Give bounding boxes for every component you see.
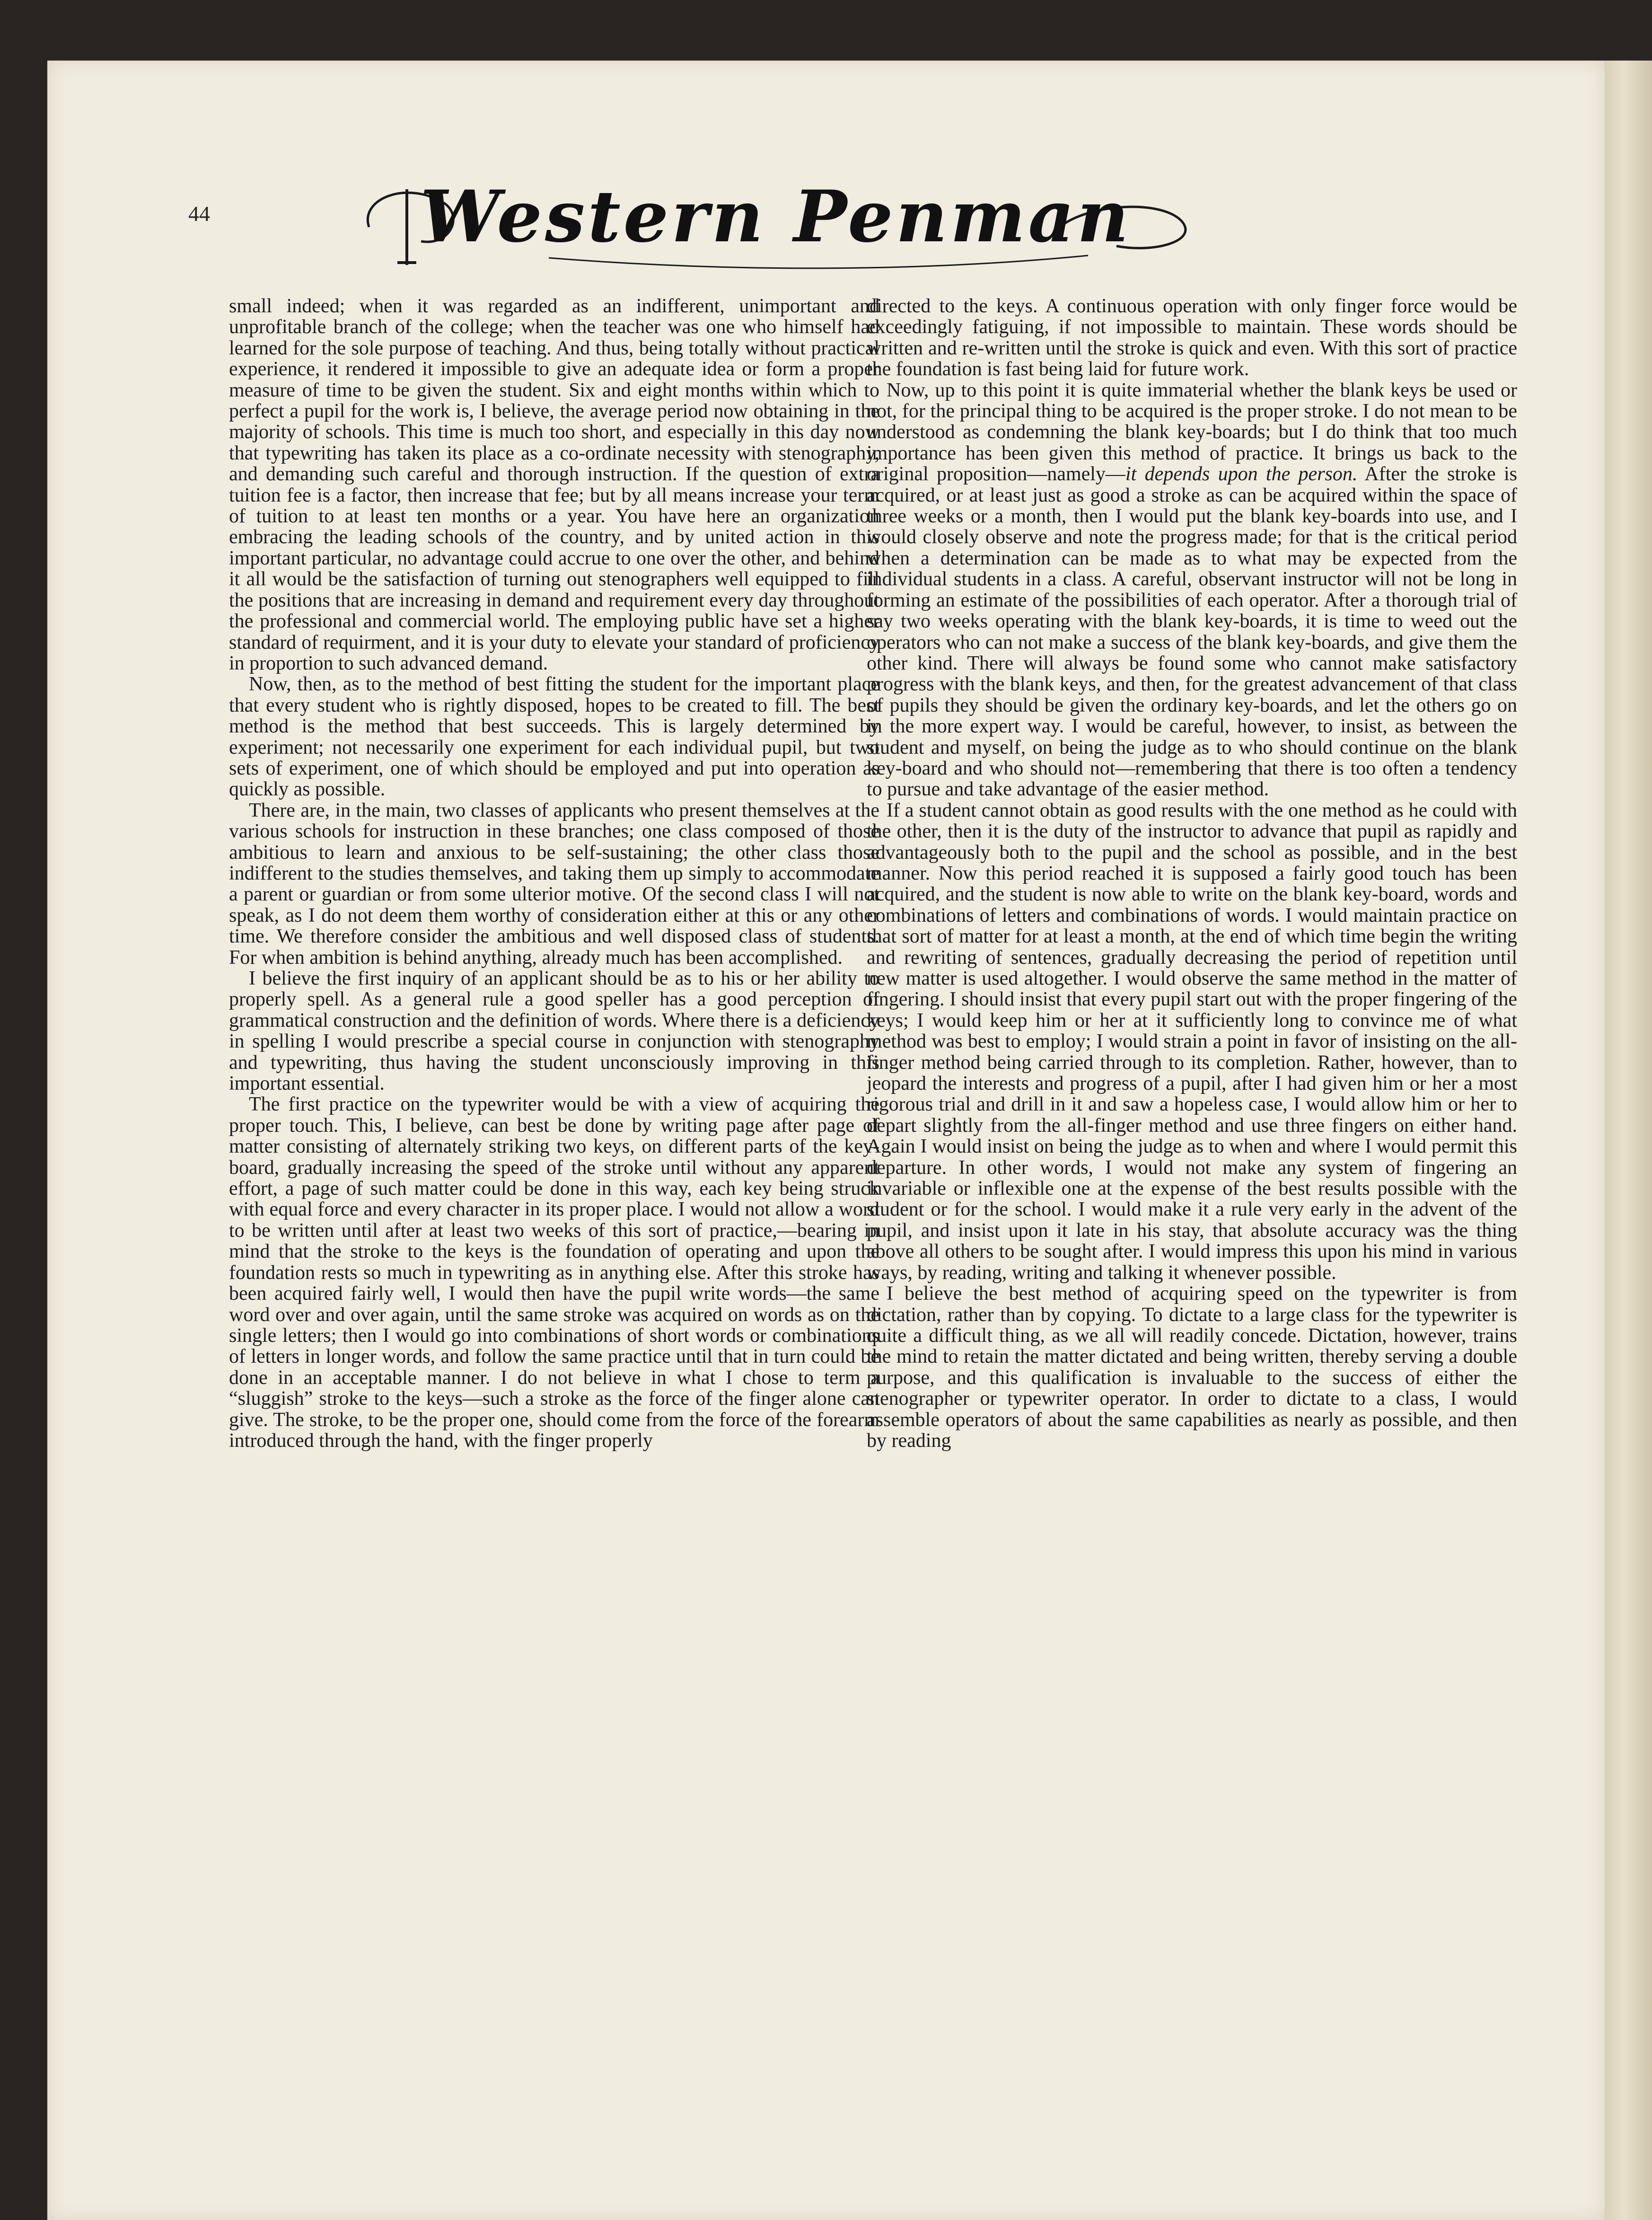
right-paragraph-2-start: Now, up to this point it is quite immaterial whether the blank keys be used or not, for the principal thing to be acquired is the proper stroke. I do not mean to be understood as condemning the blank key-boards; but I do think that too much importance has been given this method of practice. It brings us back to the original proposition—namely— — [867, 379, 1517, 485]
page-number: 44 — [188, 202, 210, 226]
left-paragraph-4: I believe the first inquiry of an applicant should be as to his or her ability to properly spell. As a general rule a good speller has a good perception of grammatical construction and the definition of words. Where there is a deficiency in spelling I would prescribe a special course in conjunction with stenography and typewriting, thus having the student unconsciously improving in this important essential. — [229, 968, 879, 1095]
masthead — [350, 170, 1202, 279]
right-column — [867, 296, 1517, 2179]
masthead-title-svg — [350, 170, 1202, 279]
left-paragraph-5: The first practice on the typewriter would be with a view of acquiring the proper touch. This, I believe, can best be done by writing page after page of matter consisting of alternately striking two keys, on different parts of the key-board, gradually increasing the speed of the stroke until without any apparent effort, a page of such matter could be done in this way, each key being struck with equal force and every character in its proper place. I would not allow a word to be written until after at least two weeks of this sort of practice,—bearing in mind that the stroke to the keys is the foundation of operating and upon the foundation rests so much in typewriting as in anything else. After this stroke has been acquired fairly well, I would then have the pupil write words—the same word over and over again, until the same stroke was acquired on words as on the single letters; then I would go into combinations of short words or combinations of letters in longer words, and follow the same practice until that in turn could be done in an acceptable manner. I do not believe in what I chose to term a “sluggish” stroke to the keys—such a stroke as the force of the finger alone can give. The stroke, to be the proper one, should come from the force of the forearm introduced through the hand, with the finger properly — [229, 1093, 879, 1452]
right-paragraph-2 — [867, 380, 1517, 800]
left-column — [229, 296, 879, 2179]
right-paragraph-3: If a student cannot obtain as good results with the one method as he could with the other, then it is the duty of the instructor to advance that pupil as rapidly and advantageously both to the pupil and the school as possible, and in the best manner. Now this period reached it is supposed a fairly good touch has been acquired, and the student is now able to write on the blank key-board, words and combinations of letters and combinations of words. I would maintain practice on that sort of matter for at least a month, at the end of which time begin the writing and rewriting of sentences, gradually decreasing the period of repetition until new matter is used altogether. I would observe the same method in the matter of fingering. I should insist that every pupil start out with the proper fingering of the keys; I would keep him or her at it sufficiently long to convince me of what method was best to employ; I would strain a point in favor of insisting on the all-finger method being carried through to its completion. Rather, however, than to jeopard the interests and progress of a pupil, after I had given him or her a most rigorous trial and drill in it and saw a hopeless case, I would allow him or her to depart slightly from the all-finger method and use three fingers on either hand. Again I would insist on being the judge as to when and where I would permit this departure. In other words, I would not make any system of fingering an invariable or inflexible one at the expense of the best results possible with the student or for the school. I would make it a rule very early in the advent of the pupil, and insist upon it late in his stay, that absolute accuracy was the thing above all others to be sought after. I would impress this upon his mind in various ways, by reading, writing and talking it whenever possible. — [867, 799, 1517, 1284]
right-paragraph-4: I believe the best method of acquiring speed on the typewriter is from dictation, rather than by copying. To dictate to a large class for the typewriter is quite a difficult thing, as we all will readily concede. Dictation, however, trains the mind to retain the matter dictated and being written, thereby serving a double purpose, and this qualification is invaluable to the success of either the stenographer or typewriter operator. In order to dictate to a class, I would assemble operators of about the same capabilities as nearly as possible, and then by reading — [867, 1283, 1517, 1452]
masthead-title: Western Penman — [420, 175, 1132, 258]
left-paragraph-1: small indeed; when it was regarded as an indifferent, unimportant and unprofitable branch of the college; when the teacher was one who himself had learned for the sole purpose of teaching. And thus, being totally without practical experience, it rendered it impossible to give an adequate idea or form a proper measure of time to be given the student. Six and eight months within which to perfect a pupil for the work is, I believe, the average period now obtaining in the majority of schools. This time is much too short, and especially in this day now that typewriting has taken its place as a co-ordinate necessity with stenography, and demanding such careful and thorough instruction. If the question of extra tuition fee is a factor, then increase that fee; but by all means increase your term of tuition to at least ten months or a year. You have here an organization embracing the leading schools of the country, and by united action in this important particular, no advantage could accrue to one over the other, and behind it all would be the satisfaction of turning out stenographers well equipped to fill the positions that are increasing in demand and requirement every day throughout the professional and commercial world. The employing public have set a higher standard of requirment, and it is your duty to elevate your standard of proficiency in proportion to such advanced demand. — [229, 295, 879, 674]
left-paragraph-2: Now, then, as to the method of best fitting the student for the important place that every student who is rightly disposed, hopes to be created to fill. The best method is the method that best succeeds. This is largely determined by experiment; not necessarily one experiment for each individual pupil, but two sets of experiment, one of which should be employed and put into operation as quickly as possible. — [229, 673, 879, 801]
right-paragraph-1: directed to the keys. A continuous operation with only finger force would be exceedingly fatiguing, if not impossible to maintain. These words should be written and re-written until the stroke is quick and even. With this sort of practice the foundation is fast being laid for future work. — [867, 295, 1517, 380]
adjacent-page-edge — [1605, 61, 1652, 2220]
italic-phrase: it depends upon the person. — [1125, 463, 1358, 485]
left-paragraph-3: There are, in the main, two classes of applicants who present themselves at the various schools for instruction in these branches; one class composed of those ambitious to learn and anxious to be self-sustaining; the other class those indifferent to the studies themselves, and taking them up simply to accommodate a parent or guardian or from some ulterior motive. Of the second class I will not speak, as I do not deem them worthy of consideration either at this or any other time. We therefore consider the ambitious and well disposed class of students. For when ambition is behind anything, already much has been accomplished. — [229, 799, 879, 969]
right-paragraph-2-end: After the stroke is acquired, or at least just as good a stroke as can be acquired within the space of three weeks or a month, then I would put the blank key-boards into use, and I would closely observe and note the progress made; for that is the critical period when a determination can be made as to what may be expected from the individual students in a class. A careful, observant instructor will not be long in forming an estimate of the possibilities of each operator. After a thorough trial of say two weeks operating with the blank key-boards, it is time to weed out the operators who can not make a success of the blank key-boards, and give them the other kind. There will always be found some who cannot make satisfactory progress with the blank keys, and then, for the greatest advancement of that class of pupils they should be given the ordinary key-boards, and let the others go on in the more expert way. I would be careful, however, to insist, as between the student and myself, on being the judge as to who should continue on the blank key-board and who should not—remembering that there is too often a tendency to pursue and take advantage of the easier method. — [867, 463, 1518, 801]
